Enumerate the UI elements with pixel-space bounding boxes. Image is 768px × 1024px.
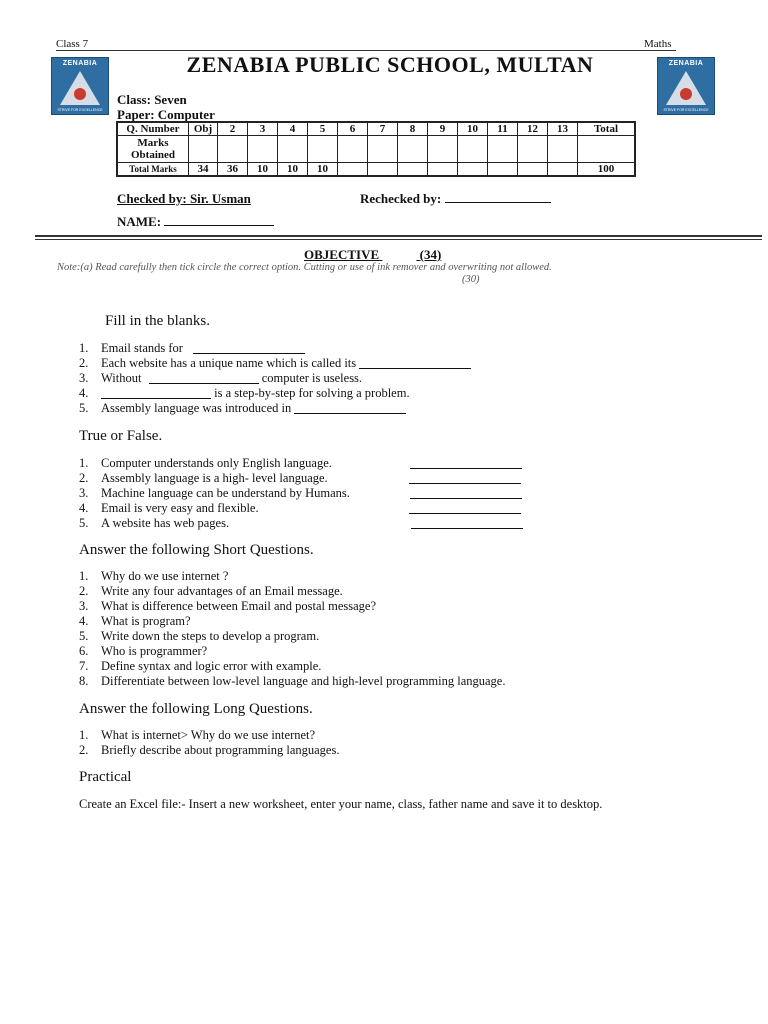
school-logo-right: ZENABIA STRIVE FOR EXCELLENCE bbox=[657, 57, 715, 115]
checked-by: Checked by: Sir. Usman bbox=[117, 191, 251, 206]
name-row bbox=[117, 214, 274, 230]
list-item: 2. Briefly describe about programming languages. bbox=[79, 743, 340, 757]
marks-table bbox=[116, 121, 636, 177]
list-item: 6. Who is programmer? bbox=[79, 644, 208, 658]
answer-blank[interactable] bbox=[101, 387, 211, 399]
practical-heading: Practical bbox=[79, 769, 132, 785]
row-label-total-marks: Total Marks bbox=[117, 163, 189, 177]
list-item: 2. Assembly language is a high- level language. bbox=[79, 471, 328, 485]
rechecked-by-blank[interactable] bbox=[445, 192, 551, 203]
total-cell: 36 bbox=[218, 163, 248, 177]
marks-cell[interactable] bbox=[368, 136, 398, 163]
class-label: Class 7 bbox=[56, 38, 89, 50]
rechecked-by-row bbox=[360, 191, 551, 207]
answer-blank[interactable] bbox=[410, 457, 522, 469]
row-label-marks-obtained: Marks Obtained bbox=[117, 136, 189, 163]
col-header: 11 bbox=[488, 122, 518, 136]
practical-text: Create an Excel file:- Insert a new worksheet, enter your name, class, father name and save it to desktop. bbox=[79, 797, 603, 811]
school-title: ZENABIA PUBLIC SCHOOL, MULTAN bbox=[186, 52, 594, 77]
rechecked-by-label: Rechecked by: bbox=[360, 191, 442, 206]
list-item: 1. Computer understands only English language. bbox=[79, 456, 332, 470]
list-item: 4. What is program? bbox=[79, 614, 191, 628]
paper-line: Paper: Computer bbox=[117, 107, 215, 122]
col-header: 7 bbox=[368, 122, 398, 136]
divider-bottom bbox=[35, 239, 762, 240]
marks-cell[interactable] bbox=[189, 136, 218, 163]
marks-obtained-row bbox=[117, 136, 635, 163]
answer-blank[interactable] bbox=[294, 402, 406, 414]
class-line: Class: Seven bbox=[117, 92, 187, 107]
answer-blank[interactable] bbox=[410, 487, 522, 499]
total-cell bbox=[488, 163, 518, 177]
col-header: 13 bbox=[548, 122, 578, 136]
name-label: NAME: bbox=[117, 214, 162, 229]
total-cell: 10 bbox=[278, 163, 308, 177]
marks-cell[interactable] bbox=[278, 136, 308, 163]
list-item: 2. Each website has a unique name which is called its bbox=[79, 356, 471, 371]
col-header: 9 bbox=[428, 122, 458, 136]
note-marks: (30) bbox=[462, 274, 480, 285]
qnumber-row bbox=[117, 122, 635, 136]
instructions-note: Note:(a) Read carefully then tick circle the correct option. Cutting or use of ink remover and overwriting not allowed. bbox=[57, 262, 552, 273]
total-cell bbox=[368, 163, 398, 177]
list-item: 3. Without computer is useless. bbox=[79, 371, 363, 385]
name-blank[interactable] bbox=[164, 215, 274, 226]
col-header: 5 bbox=[308, 122, 338, 136]
short-questions-heading: Answer the following Short Questions. bbox=[79, 542, 314, 558]
school-logo-left: ZENABIA STRIVE FOR EXCELLENCE bbox=[51, 57, 109, 115]
col-header: 2 bbox=[218, 122, 248, 136]
total-cell bbox=[338, 163, 368, 177]
true-false-list bbox=[79, 456, 350, 531]
list-item: 1. What is internet> Why do we use internet? bbox=[79, 728, 316, 742]
list-item: 1. Why do we use internet ? bbox=[79, 569, 229, 583]
marks-cell[interactable] bbox=[548, 136, 578, 163]
answer-blank[interactable] bbox=[411, 517, 523, 529]
subject-label: Maths bbox=[644, 38, 672, 50]
total-cell bbox=[548, 163, 578, 177]
total-cell: 10 bbox=[308, 163, 338, 177]
marks-cell[interactable] bbox=[578, 136, 636, 163]
true-false-heading: True or False. bbox=[79, 428, 163, 444]
col-header: 6 bbox=[338, 122, 368, 136]
marks-cell[interactable] bbox=[428, 136, 458, 163]
list-item: 3. Machine language can be understand by Humans. bbox=[79, 486, 350, 500]
short-questions-list bbox=[79, 569, 505, 689]
col-header: 4 bbox=[278, 122, 308, 136]
header-rule bbox=[56, 50, 676, 51]
total-cell: 10 bbox=[248, 163, 278, 177]
answer-blank[interactable] bbox=[149, 372, 259, 384]
list-item: 3. What is difference between Email and postal message? bbox=[79, 599, 377, 613]
total-cell bbox=[458, 163, 488, 177]
list-item: 2. Write any four advantages of an Email message. bbox=[79, 584, 343, 598]
marks-cell[interactable] bbox=[488, 136, 518, 163]
answer-blank[interactable] bbox=[409, 502, 521, 514]
long-questions-list bbox=[79, 728, 339, 758]
col-header: Total bbox=[578, 122, 636, 136]
col-header: 10 bbox=[458, 122, 488, 136]
total-cell: 100 bbox=[578, 163, 636, 177]
list-item: 7. Define syntax and logic error with example. bbox=[79, 659, 322, 673]
divider-top bbox=[35, 235, 762, 237]
total-cell bbox=[398, 163, 428, 177]
list-item: 4. Email is very easy and flexible. bbox=[79, 501, 259, 515]
list-item: 1. Email stands for bbox=[79, 341, 471, 356]
marks-cell[interactable] bbox=[518, 136, 548, 163]
objective-heading bbox=[304, 247, 441, 263]
total-cell bbox=[518, 163, 548, 177]
list-item: 5. Write down the steps to develop a program. bbox=[79, 629, 320, 643]
col-header: 3 bbox=[248, 122, 278, 136]
row-label-qnumber: Q. Number bbox=[117, 122, 189, 136]
objective-title: OBJECTIVE bbox=[304, 247, 380, 262]
col-header: Obj bbox=[189, 122, 218, 136]
list-item: 4. is a step-by-step for solving a problem. bbox=[79, 386, 410, 400]
marks-cell[interactable] bbox=[248, 136, 278, 163]
answer-blank[interactable] bbox=[359, 357, 471, 369]
total-cell bbox=[428, 163, 458, 177]
fill-blanks-heading: Fill in the blanks. bbox=[105, 313, 210, 329]
answer-blank[interactable] bbox=[409, 472, 521, 484]
fill-blanks-list bbox=[79, 341, 471, 416]
answer-blank[interactable] bbox=[193, 342, 305, 354]
list-item: 8. Differentiate between low-level language and high-level programming language. bbox=[79, 674, 506, 688]
marks-cell[interactable] bbox=[398, 136, 428, 163]
total-cell: 34 bbox=[189, 163, 218, 177]
long-questions-heading: Answer the following Long Questions. bbox=[79, 701, 313, 717]
marks-cell[interactable] bbox=[308, 136, 338, 163]
col-header: 12 bbox=[518, 122, 548, 136]
list-item: 5. A website has web pages. bbox=[79, 516, 230, 530]
col-header: 8 bbox=[398, 122, 428, 136]
total-marks-row bbox=[117, 163, 635, 177]
marks-cell[interactable] bbox=[218, 136, 248, 163]
marks-cell[interactable] bbox=[458, 136, 488, 163]
marks-cell[interactable] bbox=[338, 136, 368, 163]
objective-marks: (34) bbox=[419, 247, 442, 262]
list-item: 5. Assembly language was introduced in bbox=[79, 401, 471, 416]
